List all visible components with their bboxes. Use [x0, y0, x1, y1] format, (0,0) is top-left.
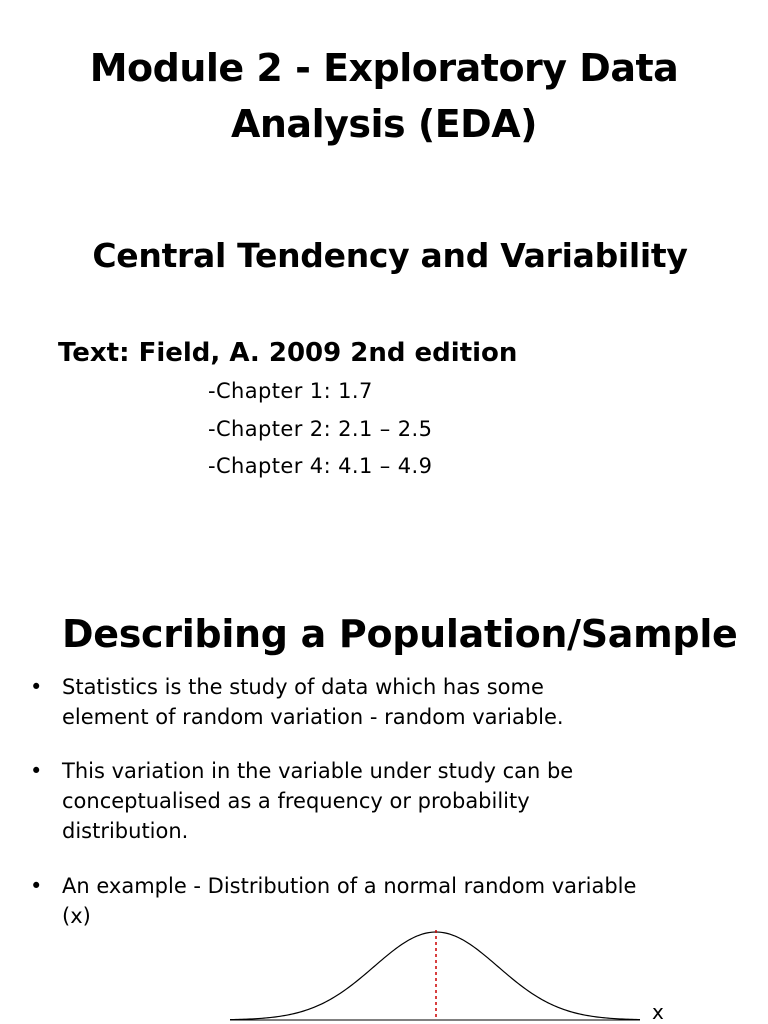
bullet-line: Statistics is the study of data which has some: [62, 675, 544, 699]
bullet-dot: •: [30, 675, 43, 699]
chapter-reference-2: -Chapter 2: 2.1 – 2.5: [208, 417, 433, 441]
bell-curve-path: [230, 932, 640, 1020]
bullet-line: distribution.: [62, 819, 189, 843]
bullet-line: conceptualised as a frequency or probability: [62, 789, 530, 813]
module-title-line-1: Module 2 - Exploratory Data: [89, 46, 679, 90]
normal-distribution-curve: [220, 920, 660, 1024]
bullet-text: [62, 756, 752, 846]
bullet-line: (x): [62, 904, 91, 928]
slide-2: [0, 580, 768, 1024]
text-reference: Text: Field, A. 2009 2nd edition: [58, 338, 518, 368]
bullet-text: [62, 672, 752, 732]
bullet-dot: •: [30, 759, 43, 783]
slide-2-title: Describing a Population/Sample: [62, 612, 738, 656]
bullet-dot: •: [30, 874, 43, 898]
chapter-reference-3: -Chapter 4: 4.1 – 4.9: [208, 454, 433, 478]
chapter-reference-1: -Chapter 1: 1.7: [208, 379, 373, 403]
x-axis-label: x: [652, 1000, 664, 1024]
bullet-line: This variation in the variable under study can be: [62, 759, 574, 783]
module-title-line-2: Analysis (EDA): [230, 102, 538, 146]
bullet-line: An example - Distribution of a normal random variable: [62, 874, 637, 898]
module-subtitle: Central Tendency and Variability: [92, 236, 688, 275]
bullet-line: element of random variation - random variable.: [62, 705, 564, 729]
